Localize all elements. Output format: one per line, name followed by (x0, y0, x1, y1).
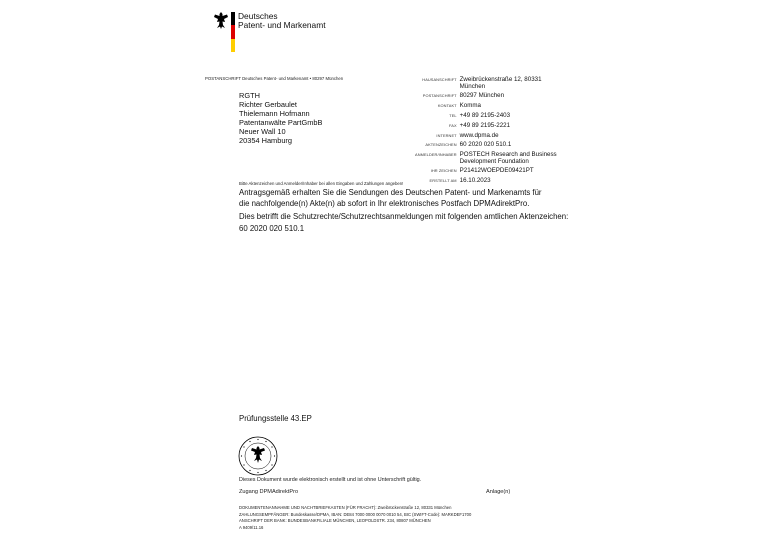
info-value: +49 89 2195-2403 (459, 111, 511, 119)
recipient-line: RGTH (239, 91, 260, 100)
sender-info-table (368, 77, 568, 188)
info-value: 16.10.2023 (459, 177, 491, 185)
info-label: ERSTELLT AM (429, 178, 457, 184)
recipient-line: 20354 Hamburg (239, 135, 293, 145)
department-name: Prüfungsstelle 43.EP (239, 414, 312, 423)
info-row-hausanschrift (368, 77, 568, 90)
info-label: ANMELDER/INHABER (415, 152, 457, 158)
info-value: Komma (459, 102, 481, 110)
org-name-line1: Deutsches (238, 11, 278, 21)
info-row-internet (368, 133, 568, 140)
info-label: KONTAKT (437, 103, 457, 109)
org-name-line2: Patent- und Markenamt (238, 20, 326, 30)
footer-line: ZAHLUNGSEMPFÄNGER: Bundeskasse/DPMA, IBAN: DE84 7000 0000 0070 0010 54, BIC (SWIFT-Code): MARKDEF1700 (239, 511, 472, 517)
body-paragraph-2: Dies betrifft die Schutzrechte/Schutzrechtsanmeldungen mit folgenden amtlichen Aktenzeichen: (239, 212, 569, 221)
recipient-line: Neuer Wall 10 (239, 126, 286, 136)
info-row-kontakt (368, 103, 568, 110)
info-label: TEL (449, 112, 457, 118)
info-label: IHR ZEICHEN (430, 168, 457, 174)
info-value: +49 89 2195-2221 (459, 121, 511, 129)
electronic-signature-note: Dieses Dokument wurde elektronisch erstellt und ist ohne Unterschrift gültig. (239, 477, 422, 483)
recipient-line: Richter Gerbaulet (239, 99, 297, 109)
info-label: FAX (449, 122, 457, 128)
recipient-address (239, 92, 322, 145)
file-number: 60 2020 020 510.1 (239, 224, 305, 233)
attachments-label: Anlage(n) (486, 489, 511, 495)
recipient-line: Thielemann Hofmann (239, 108, 310, 118)
footer-line: ANSCHRIFT DER BANK: BUNDESBANKFILIALE MÜNCHEN, LEOPOLDSTR. 234, 80807 MÜNCHEN (239, 518, 431, 524)
reference-note: Bitte Aktenzeichen und Anmelder/Inhaber bei allen Eingaben und Zahlungen angeben! (239, 181, 404, 186)
footer-line: A 9409/11.16 (239, 525, 264, 531)
info-value: POSTECH Research and Business Development Foundation (459, 151, 557, 165)
info-value: Zweibrückenstraße 12, 80331 München (459, 76, 542, 90)
info-value: P21412WOEPDE09421PT (459, 167, 534, 175)
postal-sender-line: POSTANSCHRIFT Deutsches Patent- und Markenamt • 80297 München (205, 76, 344, 81)
info-row-postanschrift (368, 93, 568, 100)
info-row-fax (368, 123, 568, 130)
official-seal-icon (238, 436, 278, 476)
footer (239, 505, 471, 532)
info-label: AKTENZEICHEN (425, 142, 457, 148)
delivery-method: Zugang DPMAdirektPro (239, 489, 299, 495)
info-value: www.dpma.de (459, 131, 499, 139)
info-row-tel (368, 113, 568, 120)
info-row-anmelder (368, 152, 568, 165)
footer-line: DOKUMENTENANNAHME UND NACHTBRIEFKASTEN (FÜR FRACHT): Zweibrückenstraße 12, 80331 München (239, 505, 452, 510)
info-value: 80297 München (459, 92, 505, 100)
info-label: POSTANSCHRIFT (422, 93, 457, 99)
info-label: INTERNET (436, 132, 457, 138)
flag-bar (231, 12, 235, 52)
info-row-ihr-zeichen (368, 168, 568, 175)
body-paragraph-1: Antragsgemäß erhalten Sie die Sendungen des Deutschen Patent- und Markenamts für die nachfolgende(n) Akte(n) ab sofort in Ihr elektronisches Postfach DPMAdirektPro. (239, 188, 542, 208)
recipient-line: Patentanwälte PartGmbB (239, 117, 323, 127)
info-row-aktenzeichen (368, 142, 568, 149)
info-value: 60 2020 020 510.1 (459, 141, 512, 149)
federal-eagle-icon (213, 11, 229, 31)
info-label: HAUSANSCHRIFT (422, 77, 457, 82)
